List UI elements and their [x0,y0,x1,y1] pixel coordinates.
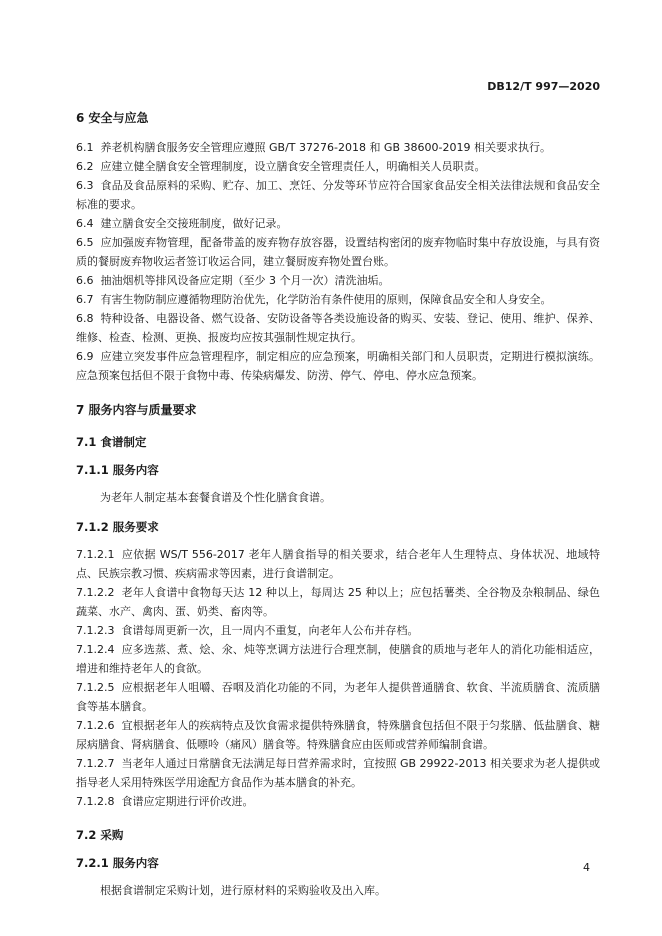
clause-6-5: 6.5 应加强废弃物管理，配备带盖的废弃物存放容器，设置结构密闭的废弃物临时集中存放设施，与具有资质的餐厨废弃物收运者签订收运合同，建立餐厨废弃物处置台账。 [76,236,600,268]
page-number: 4 [583,861,590,874]
clause-6-9: 6.9 应建立突发事件应急管理程序，制定相应的应急预案，明确相关部门和人员职责，定期进行模拟演练。应急预案包括但不限于食物中毒、传染病爆发、防涝、停气、停电、停水应急预案。 [76,350,600,382]
clause-6-8: 6.8 特种设备、电器设备、燃气设备、安防设备等各类设施设备的购买、安装、登记、使用、维护、保养、维修、检查、检测、更换、报废均应按其强制性规定执行。 [76,312,600,344]
clause-6-4: 6.4 建立膳食安全交接班制度，做好记录。 [76,217,288,230]
standard-number: DB12/T 997—2020 [487,80,600,93]
section-7-1-1-heading: 7.1.1 服务内容 [76,463,159,477]
section-7-1-1-text: 为老年人制定基本套餐食谱及个性化膳食食谱。 [100,491,331,504]
section-7-1-2-heading: 7.1.2 服务要求 [76,520,159,534]
section-7-2-1-text: 根据食谱制定采购计划，进行原材料的采购验收及出入库。 [100,884,386,897]
section-7-1-2-list [76,545,600,811]
section-7-2-heading: 7.2 采购 [76,828,124,842]
clause-6-3: 6.3 食品及食品原料的采购、贮存、加工、烹饪、分发等环节应符合国家食品安全相关法律法规和食品安全标准的要求。 [76,179,600,211]
clause-7-1-2-1: 7.1.2.1 应依据 WS/T 556-2017 老年人膳食指导的相关要求，结合老年人生理特点、身体状况、地域特点、民族宗教习惯、疾病需求等因素，进行食谱制定。 [76,548,600,580]
clause-7-1-2-4: 7.1.2.4 应多选蒸、煮、烩、氽、炖等烹调方法进行合理烹制，使膳食的质地与老年人的消化功能相适应，增进和维持老年人的食欲。 [76,643,600,675]
clause-6-2: 6.2 应建立健全膳食安全管理制度，设立膳食安全管理责任人，明确相关人员职责。 [76,160,486,173]
section-6-heading: 6 安全与应急 [76,111,149,125]
clause-7-1-2-5: 7.1.2.5 应根据老年人咀嚼、吞咽及消化功能的不同，为老年人提供普通膳食、软食、半流质膳食、流质膳食等基本膳食。 [76,681,600,713]
clause-7-1-2-7: 7.1.2.7 当老年人通过日常膳食无法满足每日营养需求时，宜按照 GB 29922-2013 相关要求为老人提供或指导老人采用特殊医学用途配方食品作为基本膳食的补充。 [76,757,600,789]
section-7-heading: 7 服务内容与质量要求 [76,403,197,417]
clause-7-1-2-3: 7.1.2.3 食谱每周更新一次，且一周内不重复，向老年人公布并存档。 [76,624,419,637]
clause-7-1-2-6: 7.1.2.6 宜根据老年人的疾病特点及饮食需求提供特殊膳食，特殊膳食包括但不限于匀浆膳、低盐膳食、糖尿病膳食、肾病膳食、低嘌呤（痛风）膳食等。特殊膳食应由医师或营养师编制食谱。 [76,719,600,751]
document-body [76,110,600,900]
section-7-1-heading: 7.1 食谱制定 [76,435,147,449]
section-6-list [76,138,600,385]
clause-6-6: 6.6 抽油烟机等排风设备应定期（至少 3 个月一次）清洗油垢。 [76,274,390,287]
clause-6-7: 6.7 有害生物防制应遵循物理防治优先，化学防治有条件使用的原则，保障食品安全和人身安全。 [76,293,552,306]
clause-7-1-2-2: 7.1.2.2 老年人食谱中食物每天达 12 种以上，每周达 25 种以上；应包括薯类、全谷物及杂粮制品、绿色蔬菜、水产、禽肉、蛋、奶类、畜肉等。 [76,586,600,618]
clause-6-1: 6.1 养老机构膳食服务安全管理应遵照 GB/T 37276-2018 和 GB 38600-2019 相关要求执行。 [76,141,551,154]
clause-7-1-2-8: 7.1.2.8 食谱应定期进行评价改进。 [76,795,254,808]
section-7-2-1-heading: 7.2.1 服务内容 [76,856,159,870]
